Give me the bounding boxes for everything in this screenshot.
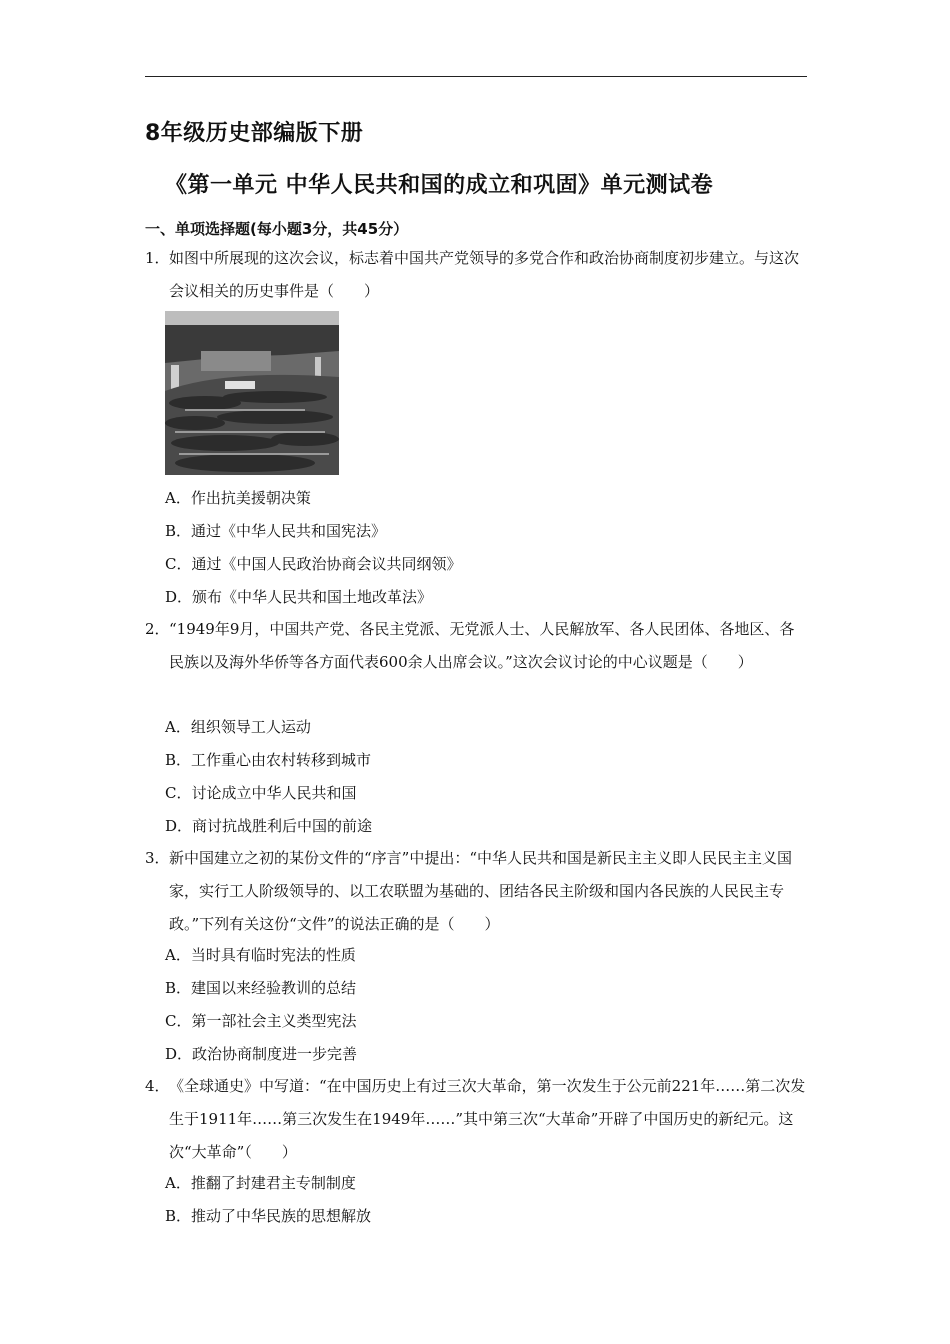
question-1-options — [165, 482, 805, 614]
question-stem: 《全球通史》中写道：“在中国历史上有过三次大革命，第一次发生于公元前221年……第二次发生于1911年……第三次发生在1949年……”其中第三次“大革命”开辟了中国历史的新纪元。这次“大革命”（ ） — [169, 1077, 806, 1161]
question-number: 4． — [145, 1077, 170, 1095]
question-stem: 新中国建立之初的某份文件的“序言”中提出：“中华人民共和国是新民主主义即人民民主主义国家，实行工人阶级领导的、以工农联盟为基础的、团结各民主阶级和国内各民族的人民民主专政。”下列有关这份“文件”的说法正确的是（ ） — [169, 849, 793, 933]
question-number: 2． — [145, 620, 170, 638]
page-title: 8年级历史部编版下册 — [145, 121, 364, 146]
option-a[interactable]: A．当时具有临时宪法的性质 — [165, 946, 356, 964]
option-b[interactable]: B．通过《中华人民共和国宪法》 — [165, 522, 387, 540]
header-rule — [145, 76, 807, 77]
question-number: 1． — [145, 249, 170, 267]
option-a[interactable]: A．组织领导工人运动 — [165, 718, 311, 736]
option-c[interactable]: C．通过《中国人民政治协商会议共同纲领》 — [165, 555, 462, 573]
page-subtitle: 《第一单元 中华人民共和国的成立和巩固》单元测试卷 — [165, 173, 714, 198]
question-stem: 如图中所展现的这次会议，标志着中国共产党领导的多党合作和政治协商制度初步建立。与这次会议相关的历史事件是（ ） — [169, 249, 800, 300]
option-d[interactable]: D．商讨抗战胜利后中国的前途 — [165, 817, 373, 835]
option-a[interactable]: A．推翻了封建君主专制制度 — [165, 1174, 356, 1192]
option-a[interactable]: A．作出抗美援朝决策 — [165, 489, 311, 507]
question-number: 3． — [145, 849, 170, 867]
option-d[interactable]: D．政治协商制度进一步完善 — [165, 1045, 358, 1063]
option-d[interactable]: D．颁布《中华人民共和国土地改革法》 — [165, 588, 433, 606]
question-3 — [145, 842, 807, 941]
option-b[interactable]: B．推动了中华民族的思想解放 — [165, 1207, 372, 1225]
question-4-options — [165, 1167, 805, 1233]
option-b[interactable]: B．工作重心由农村转移到城市 — [165, 751, 372, 769]
option-c[interactable]: C．第一部社会主义类型宪法 — [165, 1012, 357, 1030]
option-b[interactable]: B．建国以来经验教训的总结 — [165, 979, 357, 997]
question-stem: “1949年9月，中国共产党、各民主党派、无党派人士、人民解放军、各人民团体、各地区、各民族以及海外华侨等各方面代表600余人出席会议。”这次会议讨论的中心议题是（ ） — [169, 620, 795, 671]
question-2 — [145, 613, 807, 679]
option-c[interactable]: C．讨论成立中华人民共和国 — [165, 784, 357, 802]
question-4 — [145, 1070, 807, 1169]
question-2-options — [165, 711, 805, 843]
question-1 — [145, 242, 807, 308]
question-3-options — [165, 939, 805, 1071]
section-heading: 一、单项选择题(每小题3分，共45分） — [145, 220, 409, 238]
meeting-photo — [165, 311, 339, 475]
